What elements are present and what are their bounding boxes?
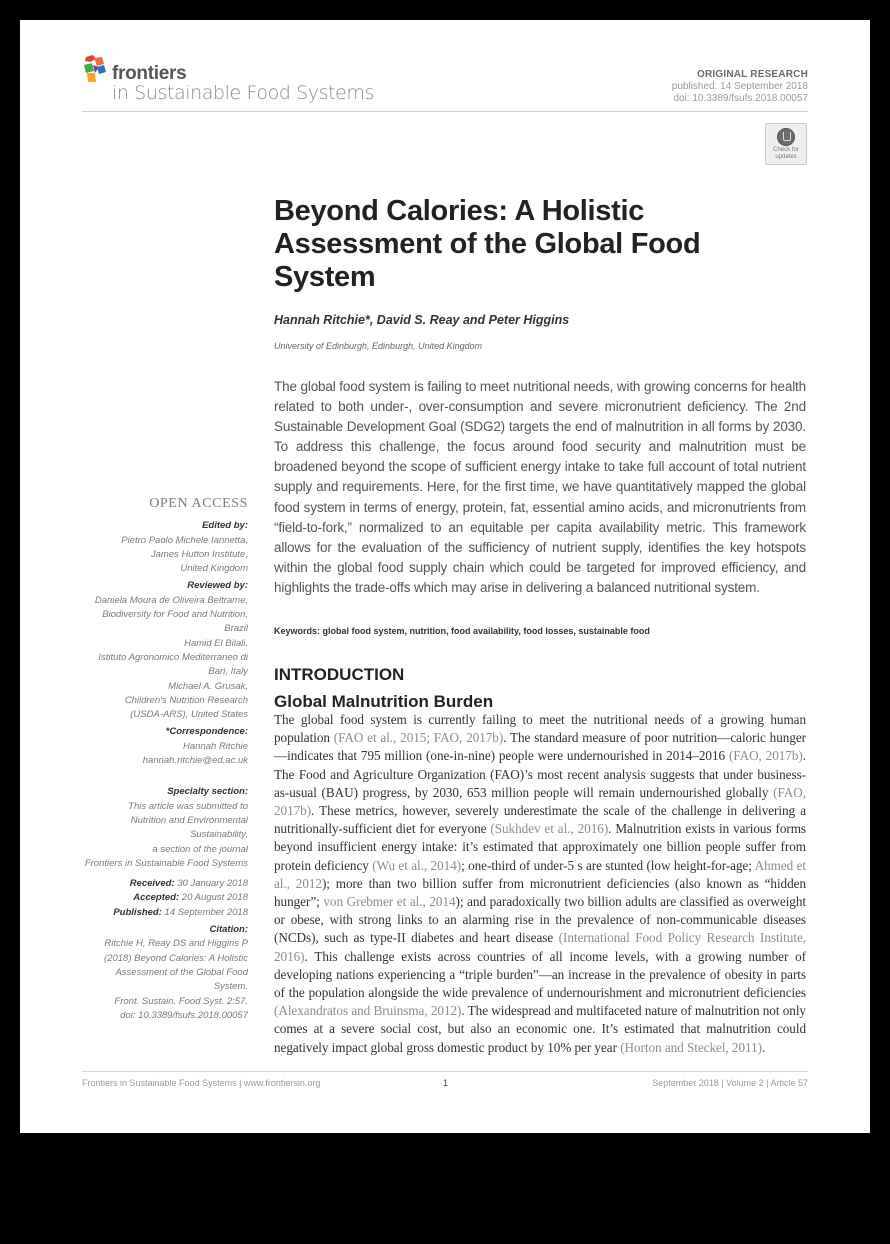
header-divider <box>82 111 808 112</box>
specialty-line: a section of the journal <box>152 843 248 855</box>
citation-link[interactable]: (Alexandratos and Bruinsma, 2012) <box>274 1003 462 1019</box>
check-for-updates-button[interactable] <box>765 123 807 165</box>
citation-line: (2018) Beyond Calories: A Holistic <box>104 952 248 964</box>
citation-line: Ritchie H, Reay DS and Higgins P <box>104 938 248 950</box>
reviewer-line: Bari, Italy <box>208 666 248 678</box>
article-page <box>20 20 870 1133</box>
correspondence-email[interactable]: hannah.ritchie@ed.ac.uk <box>142 755 248 767</box>
citation-link[interactable]: (International Food Policy Research Institute, 2016) <box>274 930 806 964</box>
specialty-line: Frontiers in Sustainable Food Systems <box>84 857 248 869</box>
specialty-line: Sustainability, <box>190 829 248 841</box>
citation-link[interactable]: (FAO, 2017b) <box>274 784 806 819</box>
body-text-run: . Malnutrition exists in various forms beyond insufficient energy intake: it’s estimated that approximately one billion people suffer from protein deficiency <box>274 821 807 873</box>
editor-line: United Kingdom <box>180 563 248 575</box>
correspondence-label: *Correspondence: <box>165 726 248 738</box>
footer-divider <box>82 1071 808 1072</box>
article-title: Beyond Calories: A Holistic Assessment of the Global Food System <box>274 195 701 293</box>
authors: Hannah Ritchie*, David S. Reay and Peter Higgins <box>274 313 570 327</box>
specialty-line: Nutrition and Environmental <box>130 814 248 826</box>
keywords: Keywords: global food system, nutrition, food availability, food losses, sustainable food <box>274 626 650 636</box>
citation-link[interactable]: (FAO, 2017b) <box>728 748 803 764</box>
bookmark-icon <box>777 128 795 146</box>
section-heading: INTRODUCTION <box>274 665 405 684</box>
correspondence-name: Hannah Ritchie <box>183 740 248 752</box>
page-number: 1 <box>443 1078 449 1088</box>
footer-issue-info: September 2018 | Volume 2 | Article 57 <box>652 1078 808 1088</box>
article-info-sidebar <box>80 497 248 1023</box>
citation-link[interactable]: (Wu et al., 2014) <box>372 857 462 873</box>
reviewer-line: Hamid El Bilali, <box>184 637 248 649</box>
open-access-label: OPEN ACCESS <box>149 496 248 511</box>
reviewer-line: (USDA-ARS), United States <box>130 709 248 721</box>
reviewed-by-label: Reviewed by: <box>187 580 248 592</box>
body-text-run: ); and paradoxically two billion adults are classified as overweight or obese, with strong links to an alarming rise in the prevalence of non-communicable diseases (NCDs), such as type-II diabetes and heart disease <box>274 894 807 946</box>
body-text-run: . The Food and Agriculture Organization (FAO)’s most recent analysis suggests that under business-as-usual (BAU) progress, by 2030, 653 million people will remain undernourished globally <box>274 748 806 800</box>
journal-name: in Sustainable Food Systems <box>112 82 375 104</box>
reviewer-line: Biodiversity for Food and Nutrition, <box>102 609 248 621</box>
reviewer-line: Istituto Agronomico Mediterraneo di <box>98 651 248 663</box>
body-text-run: . These metrics, however, severely underestimate the scale of the challenge in delivering a nutritionally-sufficient diet for everyone <box>274 803 806 837</box>
editor-line: James Hutton Institute, <box>150 548 248 560</box>
edited-by-label: Edited by: <box>202 520 248 532</box>
published-date: published: 14 September 2018 <box>671 81 808 92</box>
body-text-run: . The widespread and multifaceted nature of malnutrition not only comes at a severe social cost, but also an economic one. It’s estimated that malnutrition could negatively impact global gross domestic product by 10% per year <box>274 1003 806 1055</box>
check-updates-label-2: updates <box>775 153 797 160</box>
body-text-run: . This challenge exists across countries of all income levels, with a growing number of developing nations experiencing a “triple burden”—an increase in the prevalence of obesity in parts of the population alongside the wide prevalence of undernourishment and micronutrient deficiencies <box>274 948 806 1001</box>
body-text-run: The global food system is currently failing to meet the nutritional needs of a growing human population <box>274 712 806 746</box>
footer-journal-link[interactable]: Frontiers in Sustainable Food Systems | www.frontiersin.org <box>82 1078 321 1088</box>
specialty-line: This article was submitted to <box>128 800 248 812</box>
citation-link[interactable]: (Sukhdev et al., 2016) <box>490 821 609 837</box>
citation-line: System. <box>213 981 248 993</box>
citation-doi[interactable]: doi: 10.3389/fsufs.2018.00057 <box>120 1009 248 1021</box>
specialty-section-label: Specialty section: <box>167 786 248 798</box>
citation-label: Citation: <box>209 924 248 936</box>
received-date: Received: 30 January 2018 <box>129 878 248 890</box>
body-text-run: ); more than two billion suffer from micronutrient deficiencies (also known as “hidden hunger”; <box>274 875 806 910</box>
reviewer-line: Daniela Moura de Oliveira Beltrame, <box>94 594 248 606</box>
reviewer-line: Michael A. Grusak, <box>168 680 248 692</box>
article-dates <box>80 877 248 920</box>
check-updates-label: Check for <box>773 147 799 153</box>
citation-link[interactable]: von Grebmer et al., 2014 <box>323 894 456 910</box>
citation-link[interactable]: (FAO et al., 2015; FAO, 2017b) <box>333 730 504 746</box>
body-text-run: . <box>761 1039 766 1055</box>
doi[interactable]: doi: 10.3389/fsufs.2018.00057 <box>673 93 808 104</box>
brand-name: frontiers <box>112 63 187 84</box>
reviewer-line: Children's Nutrition Research <box>124 694 248 706</box>
accepted-date: Accepted: 20 August 2018 <box>133 892 248 904</box>
affiliation: University of Edinburgh, Edinburgh, United Kingdom <box>274 341 483 351</box>
body-text-run: ; one-third of under-5 s are stunted (low height-for-age; <box>461 857 755 873</box>
body-text-run: . The standard measure of poor nutrition—caloric hunger—indicates that 795 million (one-in-nine) people were undernourished in 2014–2016 <box>274 730 807 764</box>
reviewer-line: Brazil <box>224 623 248 635</box>
citation-line: Front. Sustain. Food Syst. 2:57. <box>114 995 248 1007</box>
frontiers-logo-icon <box>82 55 110 85</box>
abstract: The global food system is failing to meet nutritional needs, with growing concerns for health related to both under-, over-consumption and severe micronutrient deficiency. The 2nd Sustainable Development Goal (SDG2) targets the end of malnutrition in all forms by 2030. To address this challenge, the focus around food security and malnutrition must be broadened beyond the scope of sufficient energy intake to take full account of total nutrient supply and requirements. Here, for the first time, we have quantitatively mapped the global food system in terms of energy, protein, fat, essential amino acids, and micronutrients from “field-to-fork,” normalized to an equitable per capita availability metric. This framework allows for the evaluation of the sufficiency of nutrient supply, identifies the key hotspots within the global food supply chain which could be targeted for improved efficiency, and highlights the trade-offs which may arise in delivering a balanced nutritional system. <box>274 379 806 595</box>
article-type: ORIGINAL RESEARCH <box>696 69 808 80</box>
published-date-sidebar: Published: 14 September 2018 <box>113 906 248 918</box>
citation-link[interactable]: (Horton and Steckel, 2011) <box>620 1039 762 1055</box>
editor-line: Pietro Paolo Michele Iannetta, <box>121 534 248 546</box>
citation-link[interactable]: Ahmed et al., 2012 <box>274 857 806 891</box>
article-meta-header <box>672 69 808 105</box>
body-paragraph <box>274 711 806 1057</box>
subsection-heading: Global Malnutrition Burden <box>274 692 494 711</box>
citation-line: Assessment of the Global Food <box>115 966 248 978</box>
